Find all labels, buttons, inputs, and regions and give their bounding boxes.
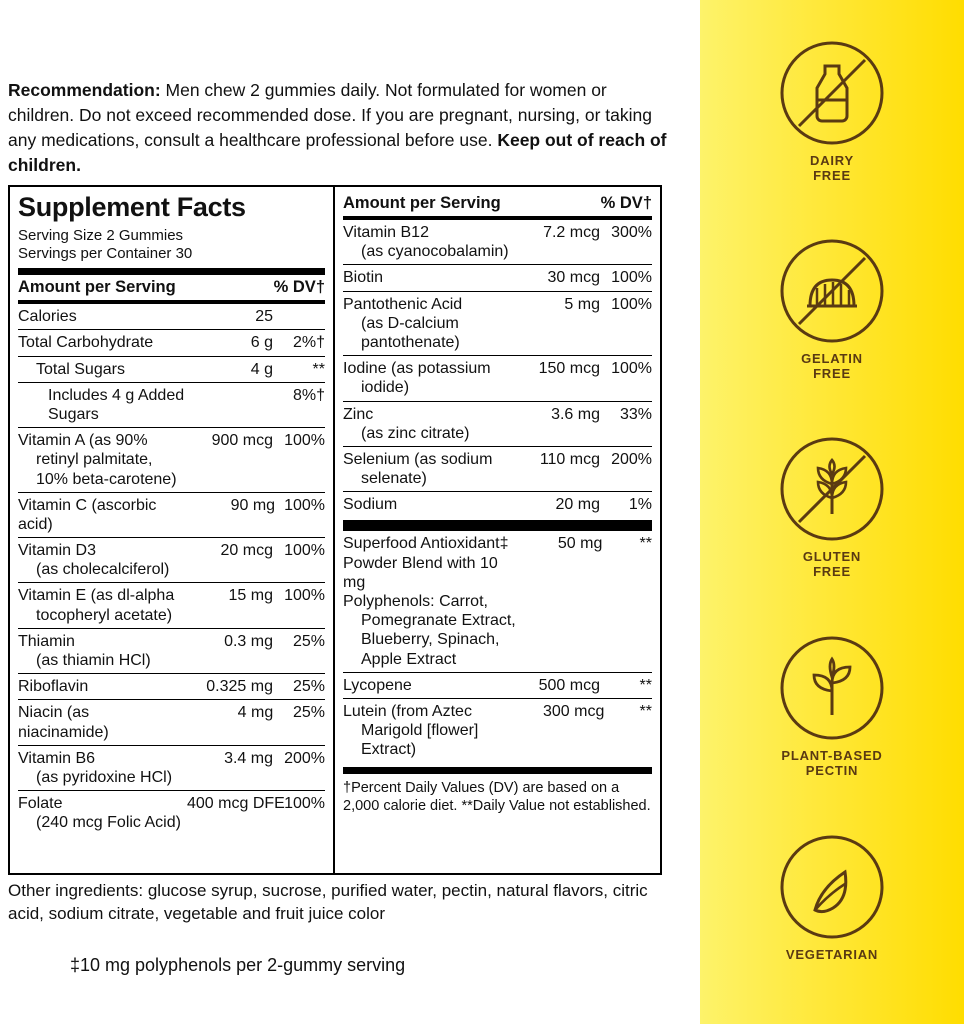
nutrient-amount: 0.3 mg — [224, 632, 273, 650]
nutrient-dv: 2%† — [292, 334, 325, 352]
badge-line1: DAIRY — [810, 153, 854, 168]
nutrient-amount: 110 mcg — [539, 450, 600, 468]
nutrient-name-line1: Pantothenic Acid — [343, 295, 463, 313]
nutrient-amount: 7.2 mcg — [543, 224, 600, 241]
daily-value-footnote: †Percent Daily Values (DV) are based on a 2,000 calorie diet. **Daily Value not established. — [343, 779, 651, 814]
nutrient-name — [343, 450, 514, 488]
nutrient-name-line2: (as thiamin HCl) — [36, 652, 151, 669]
recommendation-text: Men chew 2 gummies daily. Not formulated for women or children. Do not exceed recommended dose. If you are pregnant, nursing, or taking any medications, consult a healthcare professional before use. — [8, 80, 652, 150]
divider-black-band — [343, 520, 652, 531]
nutrient-amount: 3.4 mg — [224, 749, 273, 767]
nutrient-name — [18, 794, 187, 832]
badge-caption — [700, 550, 964, 580]
nutrient-amount: 6 g — [250, 334, 273, 352]
nutrient-amount: 4 g — [250, 360, 273, 378]
nutrient-name: Riboflavin — [18, 678, 89, 696]
nutrient-name — [343, 405, 514, 443]
table-row — [18, 791, 325, 835]
nutrient-name: Sodium — [343, 496, 398, 514]
badge-caption — [700, 352, 964, 382]
nutrient-name-line1: Vitamin E (as dl-alpha — [18, 587, 175, 605]
nutrient-amount: 4 mg — [237, 704, 274, 722]
nutrient-name-line2: iodide) — [361, 379, 410, 397]
nutrient-dv: 100% — [284, 795, 325, 813]
wheat-icon — [777, 434, 887, 544]
nutrient-name-line1: Vitamin B6 — [18, 749, 96, 767]
nutrient-name-line2: retinyl palmitate, — [36, 451, 153, 469]
nutrient-name — [343, 223, 514, 261]
nutrient-dv: 100% — [611, 269, 652, 287]
nutrient-dv: 100% — [284, 496, 325, 514]
nutrient-name: Total Carbohydrate — [18, 334, 154, 352]
nutrient-dv: 100% — [611, 295, 652, 313]
supplement-facts-box — [8, 185, 662, 875]
nutrient-dv: ** — [312, 360, 325, 378]
nutrient-dv: ** — [639, 702, 652, 720]
divider-thick — [343, 767, 652, 774]
table-row — [343, 356, 652, 400]
header-percent-dv: % DV† — [273, 278, 325, 297]
nutrient-name-line2: (as cholecalciferol) — [36, 561, 170, 579]
nutrient-name — [343, 534, 520, 668]
polyphenol-note: ‡10 mg polyphenols per 2-gummy serving — [70, 955, 406, 975]
nutrient-name-line1: Vitamin D3 — [18, 542, 96, 560]
facts-column-right — [335, 187, 660, 873]
table-row — [343, 531, 652, 671]
badge-line1: VEGETARIAN — [785, 947, 879, 962]
nutrient-amount: 400 mcg DFE — [187, 795, 285, 813]
table-row — [18, 538, 325, 582]
nutrient-name-line1: Lutein (from Aztec — [343, 702, 472, 720]
nutrient-name-line2: Powder Blend with 10 mg — [343, 554, 498, 591]
recommendation-warning: Keep out of reach of children. — [8, 129, 667, 175]
nutrient-name-line1: Thiamin — [18, 632, 75, 650]
nutrient-dv: 33% — [619, 405, 652, 423]
nutrient-name — [18, 541, 187, 579]
nutrient-name: Includes 4 g Added Sugars — [48, 386, 185, 423]
nutrient-amount: 5 mg — [564, 295, 600, 313]
recommendation-paragraph — [8, 78, 668, 177]
badge-gluten-free — [700, 434, 964, 580]
nutrient-name-line1: Vitamin B12 — [343, 224, 429, 241]
nutrient-amount: 50 mg — [557, 535, 603, 553]
nutrient-dv: ** — [639, 535, 652, 553]
nutrient-dv: 25% — [292, 678, 325, 696]
header-amount-per-serving: Amount per Serving — [343, 194, 501, 212]
nutrient-name-line1: Vitamin A (as 90% — [18, 432, 148, 450]
table-row — [18, 583, 325, 627]
table-row — [343, 265, 652, 290]
badge-caption — [700, 154, 964, 184]
nutrient-amount: 90 mg — [230, 496, 276, 514]
nutrient-amount: 20 mcg — [220, 542, 273, 560]
badge-caption — [700, 749, 964, 779]
divider-thick — [18, 268, 325, 275]
nutrient-name-line1: Zinc — [343, 405, 374, 423]
nutrient-amount: 0.325 mg — [206, 678, 273, 696]
badge-plant-based-pectin — [700, 633, 964, 779]
nutrient-name-line3: pantothenate) — [361, 333, 460, 351]
nutrient-amount: 150 mcg — [538, 360, 600, 378]
nutrient-name-line2: tocopheryl acetate) — [36, 606, 173, 624]
nutrient-name — [18, 632, 187, 670]
table-row — [18, 383, 325, 427]
nutrient-dv: 100% — [284, 542, 325, 560]
nutrient-dv: 100% — [284, 432, 325, 450]
supplement-facts-title: Supplement Facts — [18, 192, 246, 222]
table-row — [18, 493, 325, 537]
nutrient-name-line3: Polyphenols: Carrot, — [343, 593, 488, 610]
badge-line2: FREE — [813, 563, 851, 579]
nutrient-name: Vitamin C (ascorbic acid) — [18, 496, 157, 533]
recommendation-label: Recommendation: — [8, 80, 161, 100]
nutrient-amount: 500 mcg — [538, 676, 600, 694]
nutrient-name-line2: (as pyridoxine HCl) — [36, 768, 173, 786]
nutrient-dv: 1% — [628, 496, 652, 514]
nutrient-name-line6: Apple Extract — [361, 650, 457, 668]
nutrient-name — [18, 586, 187, 624]
nutrient-dv: 25% — [292, 632, 325, 650]
nutrient-name-line1: Iodine (as potassium — [343, 360, 491, 378]
milk-bottle-icon — [777, 38, 887, 148]
nutrient-dv: 25% — [292, 704, 326, 722]
column-header-right — [343, 191, 652, 216]
header-amount-per-serving: Amount per Serving — [18, 278, 176, 297]
table-row — [18, 700, 325, 744]
nutrient-name-line2: Marigold [flower] Extract) — [361, 722, 479, 759]
table-row — [343, 447, 652, 491]
nutrient-name-line2: selenate) — [361, 470, 427, 488]
nutrient-name: Calories — [18, 308, 77, 326]
badge-line2: FREE — [813, 167, 851, 183]
nutrient-amount: 25 — [255, 308, 273, 326]
nutrient-dv: 100% — [284, 587, 325, 605]
other-ingredients-text: Other ingredients: glucose syrup, sucrose, purified water, pectin, natural flavors, citric acid, sodium citrate, vegetable and fruit juice color — [8, 881, 648, 923]
table-row — [18, 674, 325, 699]
gelatin-mold-icon — [777, 236, 887, 346]
badge-line1: GLUTEN — [802, 549, 862, 564]
nutrient-amount: 20 mg — [555, 496, 600, 514]
table-row — [18, 746, 325, 790]
nutrient-name-line1: Folate — [18, 795, 63, 813]
nutrient-dv: 100% — [611, 360, 652, 378]
table-row — [18, 357, 325, 382]
badge-caption — [700, 948, 964, 963]
nutrient-name-line2: (as zinc citrate) — [361, 424, 470, 442]
badge-dairy-free — [700, 38, 964, 184]
nutrient-amount: 3.6 mg — [551, 405, 600, 423]
nutrient-amount: 15 mg — [228, 587, 273, 605]
nutrient-dv: 300% — [611, 224, 652, 241]
serving-size: Serving Size 2 Gummies — [18, 226, 184, 244]
table-row — [18, 304, 325, 329]
badge-line2: FREE — [813, 365, 851, 381]
nutrient-name — [343, 295, 514, 353]
nutrient-name-line2: (as cyanocobalamin) — [361, 243, 509, 261]
leaf-icon — [777, 832, 887, 942]
column-header-left — [18, 275, 325, 300]
nutrient-name-line5: Blueberry, Spinach, — [361, 631, 500, 649]
badge-vegetarian — [700, 832, 964, 963]
nutrient-dv: 200% — [284, 749, 325, 767]
nutrient-name: Niacin (as niacinamide) — [18, 704, 109, 741]
badge-line1: PLANT-BASED — [781, 748, 883, 763]
nutrient-name-line2: (240 mcg Folic Acid) — [36, 814, 181, 832]
nutrient-name-line1: Selenium (as sodium — [343, 450, 493, 468]
nutrient-name — [18, 431, 187, 489]
nutrient-name — [343, 702, 526, 760]
badge-line1: GELATIN — [801, 351, 863, 366]
facts-column-left — [10, 187, 335, 873]
nutrient-name-line2: (as D-calcium — [361, 314, 459, 332]
nutrient-name-line3: 10% beta-carotene) — [36, 470, 177, 488]
claims-panel — [700, 0, 964, 1024]
table-row — [343, 402, 652, 446]
nutrient-name — [18, 749, 187, 787]
nutrient-name: Lycopene — [343, 676, 412, 694]
table-row — [343, 673, 652, 698]
nutrient-name-line1: Superfood Antioxidant‡ — [343, 535, 509, 553]
header-percent-dv: % DV† — [600, 194, 652, 212]
badge-line2: PECTIN — [805, 762, 859, 778]
servings-per-container: Servings per Container 30 — [18, 245, 193, 263]
nutrient-amount: 30 mcg — [547, 269, 600, 287]
table-row — [343, 699, 652, 763]
nutrient-amount: 300 mcg — [542, 702, 605, 720]
sprout-icon — [777, 633, 887, 743]
nutrient-name: Biotin — [343, 269, 384, 287]
nutrient-dv: ** — [639, 676, 652, 694]
table-row — [18, 428, 325, 492]
table-row — [343, 292, 652, 356]
table-row — [343, 220, 652, 264]
table-row — [343, 492, 652, 517]
table-row — [18, 330, 325, 355]
nutrient-amount: 900 mcg — [211, 432, 273, 450]
nutrient-dv: 200% — [611, 450, 652, 468]
table-row — [18, 629, 325, 673]
nutrient-name — [343, 359, 514, 397]
nutrient-dv: 8%† — [292, 386, 325, 404]
badge-gelatin-free — [700, 236, 964, 382]
nutrient-name: Total Sugars — [36, 360, 125, 378]
nutrient-name-line4: Pomegranate Extract, — [361, 612, 516, 630]
